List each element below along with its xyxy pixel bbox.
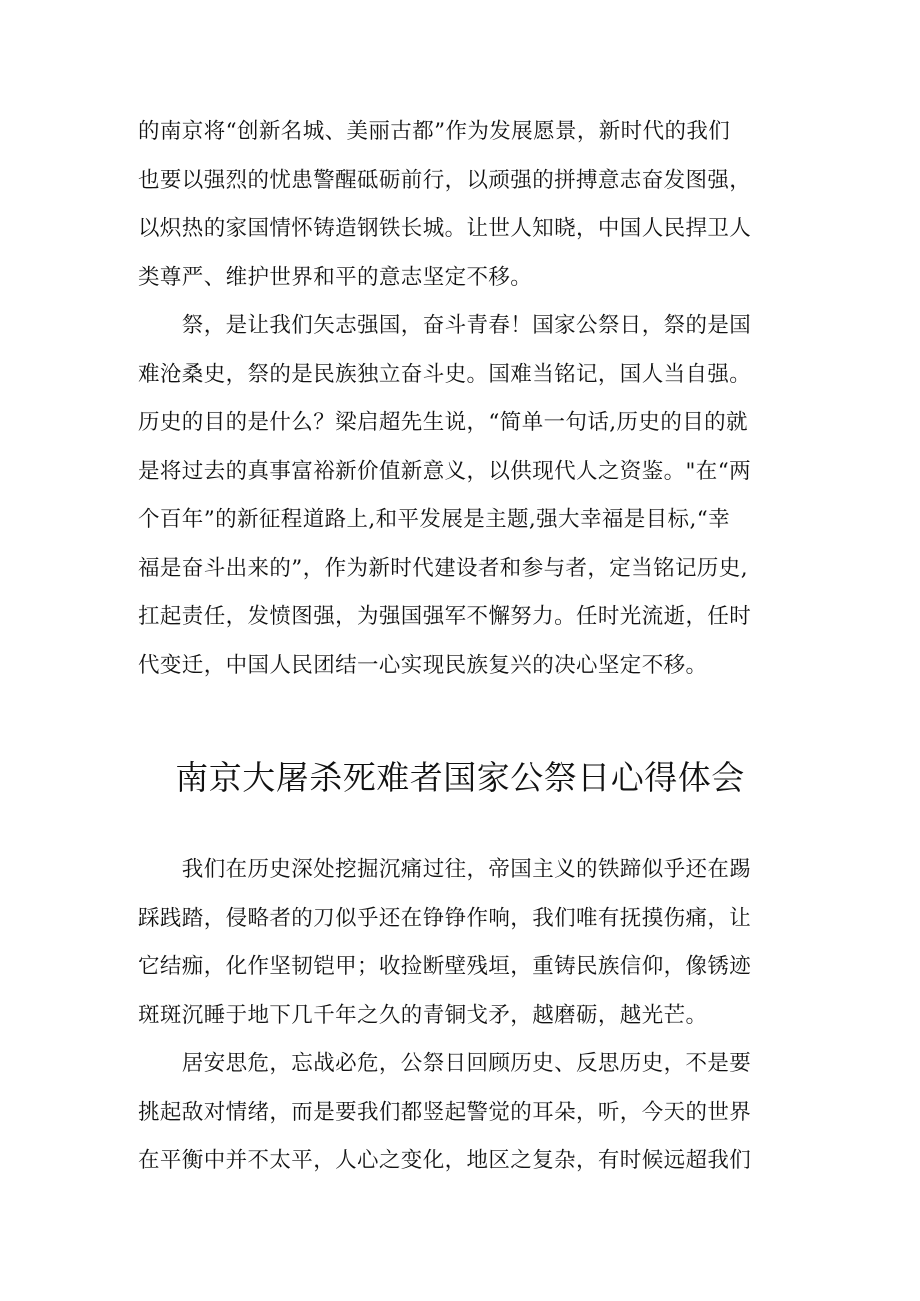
text-line: 它结痂，化作坚韧铠甲；收捡断壁残垣，重铸民族信仰，像锈迹 bbox=[138, 954, 752, 979]
text-line: 难沧桑史，祭的是民族独立奋斗史。国难当铭记，国人当自强。 bbox=[138, 361, 752, 387]
text-line: 历史的目的是什么？梁启超先生说，“简单一句话,历史的目的就 bbox=[138, 410, 748, 435]
paragraph-history bbox=[138, 846, 798, 1040]
text-line: 踩践踏，侵略者的刀似乎还在铮铮作响，我们唯有抚摸伤痛，让 bbox=[138, 905, 752, 931]
text-line: 我们在历史深处挖掘沉痛过往，帝国主义的铁蹄似乎还在踢 bbox=[138, 857, 752, 882]
paragraph-continued bbox=[138, 108, 798, 302]
text-line: 在平衡中并不太平，人心之变化，地区之复杂，有时候远超我们 bbox=[138, 1148, 752, 1173]
text-line: 福是奋斗出来的”，作为新时代建设者和参与者，定当铭记历史, bbox=[138, 555, 748, 581]
text-line: 挑起敌对情绪，而是要我们都竖起警觉的耳朵，听，今天的世界 bbox=[138, 1099, 752, 1125]
text-line: 类尊严、维护世界和平的意志坚定不移。 bbox=[138, 264, 533, 290]
text-line: 也要以强烈的忧患警醒砥砺前行，以顽强的拼搏意志奋发图强， bbox=[138, 167, 752, 193]
text-line: 以炽热的家国情怀铸造钢铁长城。让世人知晓，中国人民捍卫人 bbox=[138, 216, 752, 241]
text-line: 是将过去的真事富裕新价值新意义，以供现代人之资鉴。"在“两 bbox=[138, 458, 751, 484]
text-line: 个百年”的新征程道路上,和平发展是主题,强大幸福是目标,“幸 bbox=[138, 507, 730, 532]
text-line: 的南京将“创新名城、美丽古都”作为发展愿景，新时代的我们 bbox=[138, 119, 731, 144]
paragraph-peace bbox=[138, 1040, 798, 1186]
text-line: 祭，是让我们矢志强国，奋斗青春！国家公祭日，祭的是国 bbox=[138, 313, 752, 338]
paragraph-ji bbox=[138, 302, 798, 690]
text-line: 斑斑沉睡于地下几千年之久的青铜戈矛，越磨砺，越光芒。 bbox=[138, 1002, 708, 1028]
text-line: 扛起责任，发愤图强，为强国强军不懈努力。任时光流逝，任时 bbox=[138, 604, 752, 629]
text-line: 代变迁，中国人民团结一心实现民族复兴的决心坚定不移。 bbox=[138, 652, 708, 678]
text-line: 居安思危，忘战必危，公祭日回顾历史、反思历史，不是要 bbox=[138, 1051, 752, 1076]
section-title: 南京大屠杀死难者国家公祭日心得体会 bbox=[175, 758, 745, 797]
